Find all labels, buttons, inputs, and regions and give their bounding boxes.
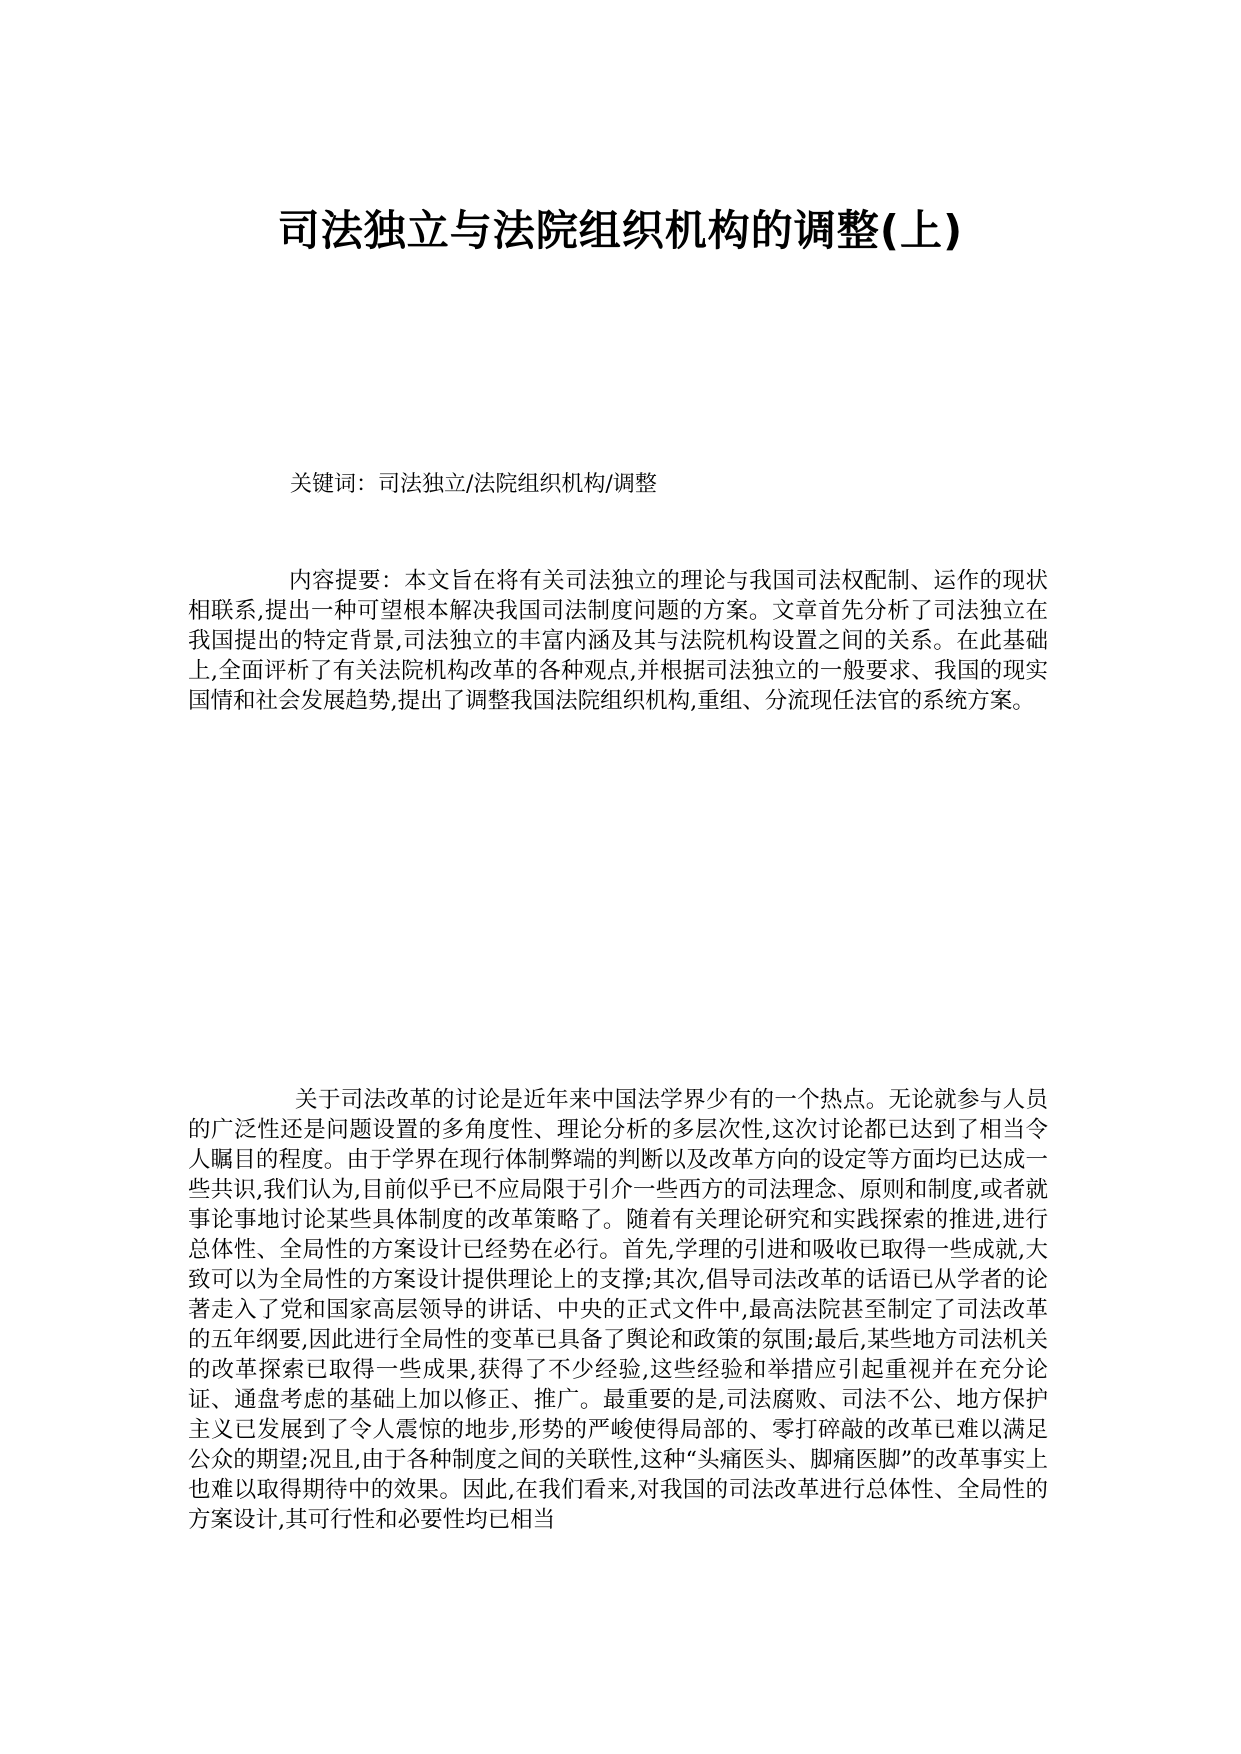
abstract: 内容提要：本文旨在将有关司法独立的理论与我国司法权配制、运作的现状相联系,提出一种可望根本解决我国司法制度问题的方案。文章首先分析了司法独立在我国提出的特定背景,司法独立的丰富内涵及其与法院机构设置之间的关系。在此基础上,全面评析了有关法院机构改革的各种观点,并根据司法独立的一般要求、我国的现实国情和社会发展趋势,提出了调整我国法院组织机构,重组、分流现任法官的系统方案。 bbox=[188, 568, 1048, 714]
keywords: 关键词：司法独立/法院组织机构/调整 bbox=[290, 472, 657, 497]
body-paragraph: 关于司法改革的讨论是近年来中国法学界少有的一个热点。无论就参与人员的广泛性还是问题设置的多角度性、理论分析的多层次性,这次讨论都已达到了相当令人瞩目的程度。由于学界在现行体制弊端的判断以及改革方向的设定等方面均已达成一些共识,我们认为,目前似乎已不应局限于引介一些西方的司法理念、原则和制度,或者就事论事地讨论某些具体制度的改革策略了。随着有关理论研究和实践探索的推进,进行总体性、全局性的方案设计已经势在必行。首先,学理的引进和吸收已取得一些成就,大致可以为全局性的方案设计提供理论上的支撑;其次,倡导司法改革的话语已从学者的论著走入了党和国家高层领导的讲话、中央的正式文件中,最高法院甚至制定了司法改革的五年纲要,因此进行全局性的变革已具备了舆论和政策的氛围;最后,某些地方司法机关的改革探索已取得一些成果,获得了不少经验,这些经验和举措应引起重视并在充分论证、通盘考虑的基础上加以修正、推广。最重要的是,司法腐败、司法不公、地方保护主义已发展到了令人震惊的地步,形势的严峻使得局部的、零打碎敲的改革已难以满足公众的期望;况且,由于各种制度之间的关联性,这种“头痛医头、脚痛医脚”的改革事实上也难以取得期待中的效果。因此,在我们看来,对我国的司法改革进行总体性、全局性的方案设计,其可行性和必要性均已相当 bbox=[188, 1087, 1048, 1533]
page-title: 司法独立与法院组织机构的调整(上) bbox=[277, 206, 964, 255]
